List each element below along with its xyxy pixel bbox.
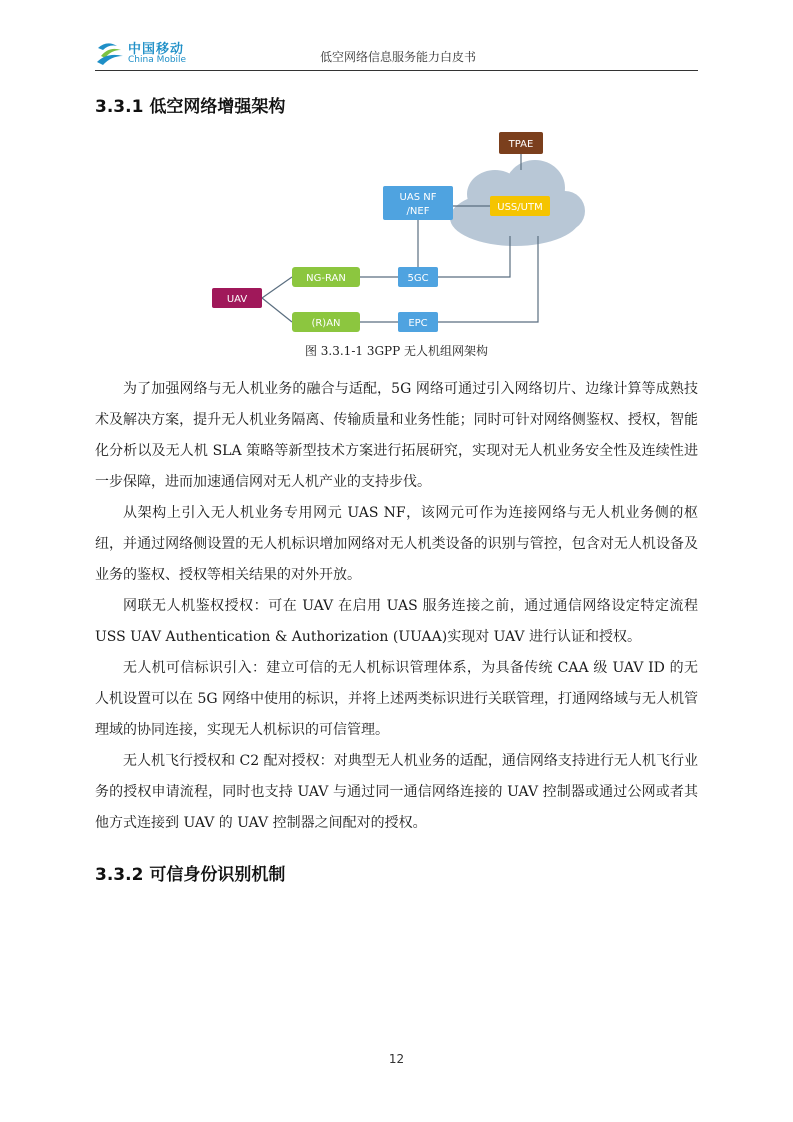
ran-label: (R)AN (311, 318, 341, 329)
page-header (95, 36, 698, 71)
uav-label: UAV (226, 294, 248, 305)
uss-utm-node (490, 196, 550, 216)
uav-node (212, 288, 262, 308)
uss-utm-label: USS/UTM (497, 202, 543, 213)
china-mobile-logo (95, 38, 215, 68)
ran-node (292, 312, 360, 332)
logo-chinese-text: 中国移动 (128, 42, 185, 57)
uas-nf-label-line1: UAS NF (399, 192, 437, 203)
body-text (95, 374, 698, 839)
section-heading-3-3-1: 3.3.1 低空网络增强架构 (95, 97, 286, 117)
tpae-node (499, 132, 543, 154)
page-number: 12 (388, 1052, 405, 1066)
figure-caption: 图 3.3.1-1 3GPP 无人机组网架构 (304, 344, 489, 358)
architecture-diagram (205, 126, 600, 341)
tpae-label: TPAE (508, 139, 534, 150)
paragraph-3: 网联无人机鉴权授权：可在 UAV 在启用 UAS 服务连接之前，通过通信网络设定特定流程 USS UAV Authentication & Authorization (UUAA)实现对 UAV 进行认证和授权。 (95, 598, 698, 645)
5gc-label: 5GC (407, 273, 429, 284)
paragraph-1: 为了加强网络与无人机业务的融合与适配，5G 网络可通过引入网络切片、边缘计算等成熟技术及解决方案，提升无人机业务隔离、传输质量和业务性能；同时可针对网络侧鉴权、授权，智能化分析以及无人机 SLA 策略等新型技术方案进行拓展研究，实现对无人机业务安全性及连续性进一步保障，进而加速通信网对无人机产业的支持步伐。 (95, 381, 698, 490)
epc-label: EPC (408, 318, 428, 329)
document-title: 低空网络信息服务能力白皮书 (320, 50, 477, 64)
ng-ran-node (292, 267, 360, 287)
uas-nf-label-line2: /NEF (406, 206, 430, 217)
paragraph-2: 从架构上引入无人机业务专用网元 UAS NF，该网元可作为连接网络与无人机业务侧的枢纽，并通过网络侧设置的无人机标识增加网络对无人机类设备的识别与管控，包含对无人机设备及业务的鉴权、授权等相关结果的对外开放。 (95, 505, 698, 583)
ng-ran-label: NG-RAN (306, 273, 346, 284)
section-heading-3-3-2: 3.3.2 可信身份识别机制 (95, 865, 286, 885)
uas-nf-node (383, 186, 453, 220)
5gc-node (398, 267, 438, 287)
china-mobile-logo-icon (95, 38, 127, 68)
logo-english-text: China Mobile (128, 55, 187, 65)
paragraph-5: 无人机飞行授权和 C2 配对授权：对典型无人机业务的适配，通信网络支持进行无人机飞行业务的授权申请流程，同时也支持 UAV 与通过同一通信网络连接的 UAV 控制器或通过公网或者其他方式连接到 UAV 的 UAV 控制器之间配对的授权。 (95, 753, 698, 831)
epc-node (398, 312, 438, 332)
paragraph-4: 无人机可信标识引入：建立可信的无人机标识管理体系，为具备传统 CAA 级 UAV ID 的无人机设置可以在 5G 网络中使用的标识，并将上述两类标识进行关联管理，打通网络域与无人机管理域的协同连接，实现无人机标识的可信管理。 (95, 660, 698, 738)
